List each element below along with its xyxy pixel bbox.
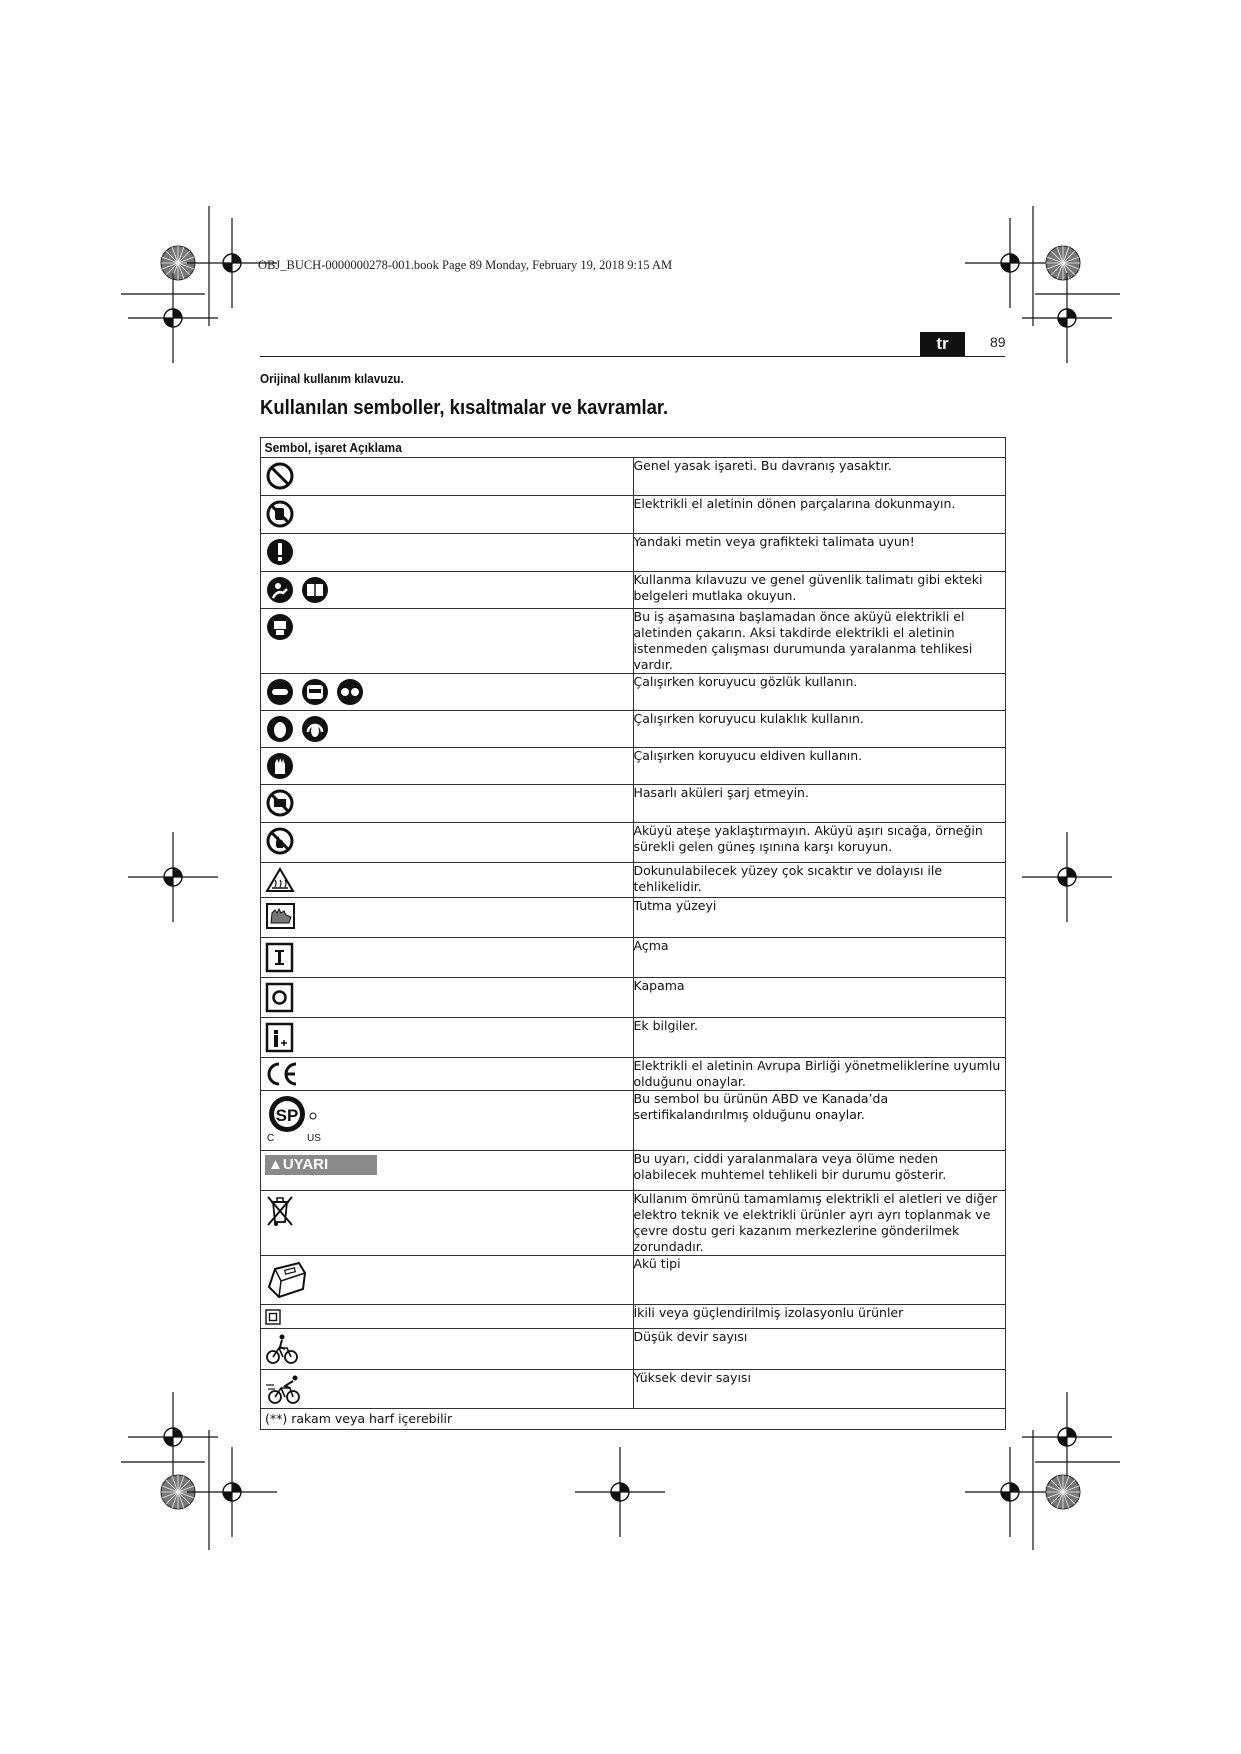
row-description: Bu sembol bu ürünün ABD ve Kanada’da sertifikalandırılmış olduğunu onaylar. (633, 1091, 1006, 1151)
info-icon (265, 1021, 295, 1053)
csa-c-label: C (267, 1133, 275, 1144)
table-row (261, 898, 1006, 938)
table-row (261, 1058, 1006, 1091)
table-row (261, 458, 1006, 496)
row-description: Kullanım ömrünü tamamlamış elektrikli el aletleri ve diğer elektro teknik ve elektrikli ürünler ayrı ayrı toplanmak ve çevre dostu geri kazanım merkezlerine gönderilmek zorundadır. (633, 1191, 1006, 1256)
warning-label-text: UYARI (282, 1156, 329, 1173)
eye-protection-icon (265, 677, 365, 707)
print-info: OBJ_BUCH-0000000278-001.book Page 89 Monday, February 19, 2018 9:15 AM (258, 258, 673, 272)
grip-surface-icon (265, 901, 297, 931)
row-description: Kullanma kılavuzu ve genel güvenlik talimatı gibi ekteki belgeleri mutlaka okuyun. (633, 572, 1006, 609)
warning-label-icon: ▲UYARI (265, 1155, 377, 1175)
no-fire-battery-icon (265, 826, 295, 856)
svg-text:SP: SP (275, 1106, 299, 1125)
low-speed-icon (265, 1332, 299, 1366)
row-description: Ek bilgiler. (633, 1018, 1006, 1058)
power-off-icon (265, 981, 295, 1013)
row-description: Tutma yüzeyi (633, 898, 1006, 938)
row-description: İkili veya güçlendirilmiş izolasyonlu ürünler (633, 1305, 1006, 1329)
row-description: Yüksek devir sayısı (633, 1370, 1006, 1409)
symbols-table (260, 437, 1006, 1430)
table-row (261, 674, 1006, 711)
table-row (261, 711, 1006, 748)
prohibition-icon (265, 461, 295, 491)
row-description: Elektrikli el aletinin dönen parçalarına dokunmayın. (633, 496, 1006, 534)
table-row (261, 1018, 1006, 1058)
table-row (261, 609, 1006, 674)
no-touch-rotating-parts-icon (265, 499, 295, 529)
table-row (261, 496, 1006, 534)
hot-surface-icon (265, 866, 295, 894)
row-description: Çalışırken koruyucu gözlük kullanın. (633, 674, 1006, 711)
power-on-icon (265, 941, 295, 973)
row-description: Açma (633, 938, 1006, 978)
row-description: Akü tipi (633, 1256, 1006, 1305)
table-row (261, 1091, 1006, 1151)
table-row (261, 1305, 1006, 1329)
table-row (261, 1256, 1006, 1305)
row-description: Elektrikli el aletinin Avrupa Birliği yönetmeliklerine uyumlu olduğunu onaylar. (633, 1058, 1006, 1091)
row-description: Genel yasak işareti. Bu davranış yasaktır. (633, 458, 1006, 496)
row-description: Hasarlı aküleri şarj etmeyin. (633, 785, 1006, 823)
no-charge-damaged-battery-icon (265, 788, 295, 818)
table-footer: (**) rakam veya harf içerebilir (265, 1411, 453, 1426)
battery-pack-icon (265, 1259, 309, 1301)
ear-protection-icon (265, 714, 331, 744)
table-row (261, 938, 1006, 978)
high-speed-icon (265, 1373, 305, 1405)
weee-bin-icon (265, 1194, 295, 1228)
subtitle: Orijinal kullanım kılavuzu. (260, 371, 404, 386)
table-header-row (261, 438, 1006, 458)
language-badge: tr (920, 332, 965, 356)
csa-us-label: US (307, 1133, 321, 1144)
table-row (261, 1370, 1006, 1409)
double-insulation-icon (265, 1309, 281, 1325)
remove-battery-icon (265, 612, 295, 642)
ce-mark-icon (265, 1061, 299, 1087)
read-manual-icon (265, 575, 331, 605)
page-title: Kullanılan semboller, kısaltmalar ve kavramlar. (260, 396, 669, 419)
row-description: Kapama (633, 978, 1006, 1018)
table-row (261, 534, 1006, 572)
row-description: Çalışırken koruyucu kulaklık kullanın. (633, 711, 1006, 748)
table-row (261, 978, 1006, 1018)
table-row (261, 572, 1006, 609)
row-description: Bu uyarı, ciddi yaralanmalara veya ölüme neden olabilecek muhtemel tehlikeli bir durumu gösterir. (633, 1151, 1006, 1191)
row-description: Bu iş aşamasına başlamadan önce aküyü elektrikli el aletinden çakarın. Aksi takdirde elektrikli el aletinin istenmeden çalışması durumunda yaralanma tehlikesi vardır. (633, 609, 1006, 674)
row-description: Düşük devir sayısı (633, 1329, 1006, 1370)
row-description: Dokunulabilecek yüzey çok sıcaktır ve dolayısı ile tehlikelidir. (633, 863, 1006, 898)
gloves-icon (265, 751, 295, 781)
header-rule (260, 356, 1005, 357)
table-row (261, 1329, 1006, 1370)
page-number: 89 (990, 334, 1006, 350)
table-row (261, 1191, 1006, 1256)
row-description: Yandaki metin veya grafikteki talimata uyun! (633, 534, 1006, 572)
row-description: Çalışırken koruyucu eldiven kullanın. (633, 748, 1006, 785)
table-row (261, 863, 1006, 898)
row-description: Aküyü ateşe yaklaştırmayın. Aküyü aşırı sıcağa, örneğin sürekli gelen güneş ışınına karşı koruyun. (633, 823, 1006, 863)
table-row (261, 1151, 1006, 1191)
exclamation-icon (265, 537, 295, 567)
table-footer-row (261, 1409, 1006, 1430)
table-row (261, 785, 1006, 823)
table-row (261, 823, 1006, 863)
table-row (261, 748, 1006, 785)
table-header: Sembol, işaret Açıklama (264, 440, 402, 455)
